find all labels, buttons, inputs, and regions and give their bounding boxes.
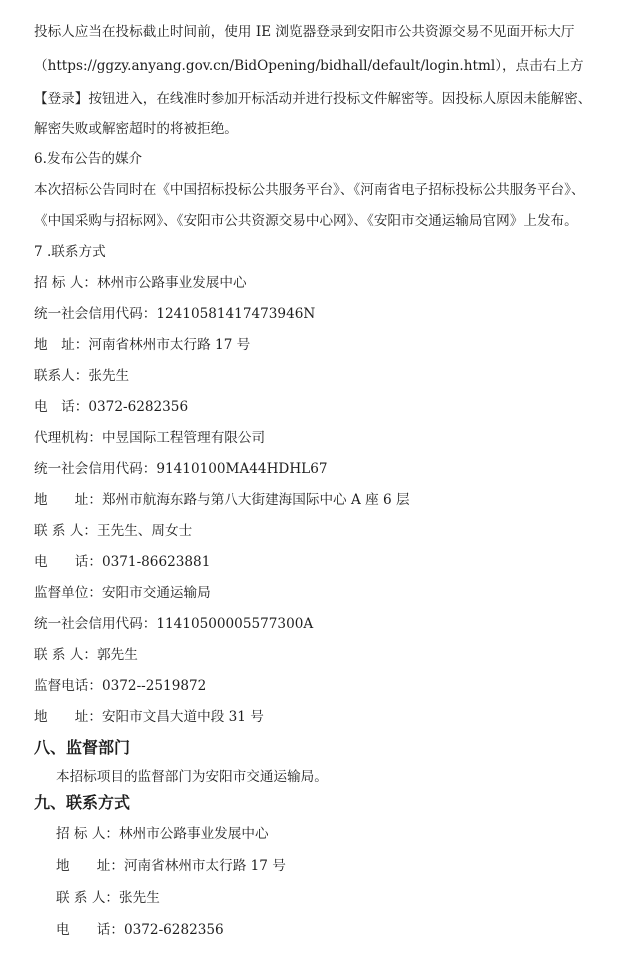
contact-line: 联 系 人：王先生、周女士 <box>34 523 193 539</box>
paragraph-line: （https://ggzy.anyang.gov.cn/BidOpening/bidhall/default/login.html），点击右上方 <box>34 58 584 74</box>
section-7-title: 7 .联系方式 <box>34 244 106 260</box>
section-9-heading: 九、联系方式 <box>34 793 131 812</box>
contact-line: 地 址：河南省林州市太行路 17 号 <box>34 337 251 353</box>
contact-line: 统一社会信用代码：91410100MA44HDHL67 <box>34 461 328 477</box>
contact-line: 电 话：0372-6282356 <box>34 399 189 415</box>
contact-line: 监督单位：安阳市交通运输局 <box>34 585 211 601</box>
contact-line: 联 系 人：郭先生 <box>34 647 138 663</box>
contact-line: 地 址：安阳市文昌大道中段 31 号 <box>34 709 264 725</box>
paragraph-line: 【登录】按钮进入，在线准时参加开标活动并进行投标文件解密等。因投标人原因未能解密、 <box>34 91 592 107</box>
paragraph-line: 投标人应当在投标截止时间前，使用 IE 浏览器登录到安阳市公共资源交易不见面开标大厅 <box>34 24 575 40</box>
contact-line: 地 址：河南省林州市太行路 17 号 <box>56 858 286 874</box>
contact-line: 招 标 人：林州市公路事业发展中心 <box>34 275 247 291</box>
section-8-heading: 八、监督部门 <box>34 738 131 757</box>
contact-line: 联系人：张先生 <box>34 368 130 384</box>
contact-line: 电 话：0372-6282356 <box>56 922 224 938</box>
contact-line: 代理机构：中昱国际工程管理有限公司 <box>34 430 266 446</box>
section-6-line: 《中国采购与招标网》、《安阳市公共资源交易中心网》、《安阳市交通运输局官网》上发布。 <box>34 213 578 229</box>
contact-line: 电 话：0371-86623881 <box>34 554 211 570</box>
section-6-title: 6.发布公告的媒介 <box>34 151 143 167</box>
contact-line: 统一社会信用代码：11410500005577300A <box>34 616 314 632</box>
contact-line: 地 址：郑州市航海东路与第八大街建海国际中心 A 座 6 层 <box>34 492 410 508</box>
section-6-line: 本次招标公告同时在《中国招标投标公共服务平台》、《河南省电子招标投标公共服务平台》、 <box>34 182 585 198</box>
contact-line: 监督电话：0372--2519872 <box>34 678 207 694</box>
contact-line: 统一社会信用代码：12410581417473946N <box>34 306 316 322</box>
contact-line: 联 系 人：张先生 <box>56 890 160 906</box>
section-8-text: 本招标项目的监督部门为安阳市交通运输局。 <box>56 769 328 785</box>
paragraph-line: 解密失败或解密超时的将被拒绝。 <box>34 121 238 137</box>
contact-line: 招 标 人：林州市公路事业发展中心 <box>56 826 269 842</box>
